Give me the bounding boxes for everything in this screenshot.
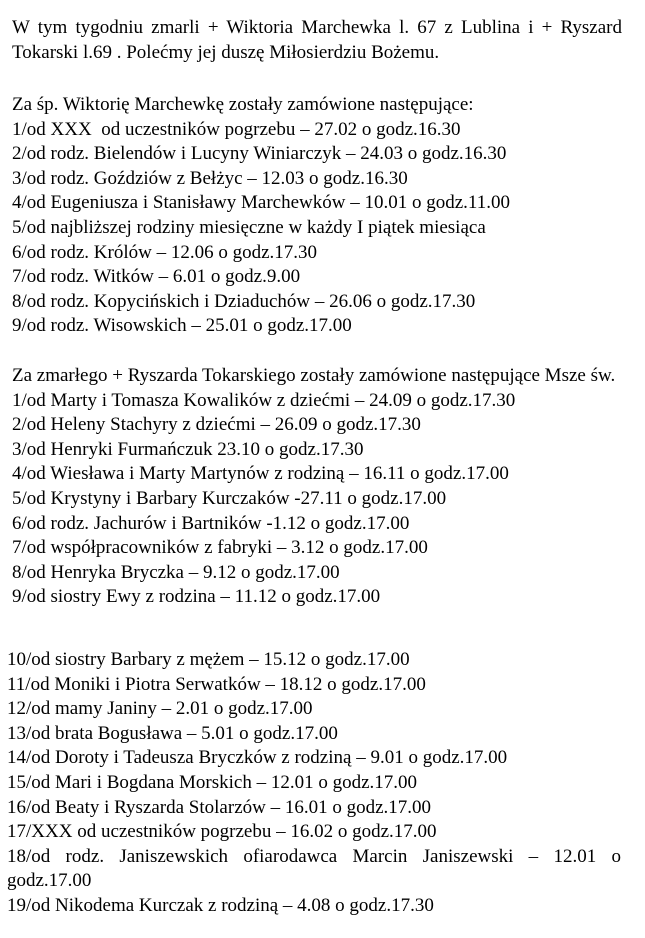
list-item: 4/od Eugeniusza i Stanisławy Marchewków – 10.01 o godz.11.00	[12, 192, 510, 214]
list-item: 1/od Marty i Tomasza Kowalików z dziećmi – 24.09 o godz.17.30	[12, 389, 516, 411]
list-item: 13/od brata Bogusława – 5.01 o godz.17.00	[7, 722, 338, 744]
list-item: 5/od Krystyny i Barbary Kurczaków -27.11 o godz.17.00	[12, 487, 447, 509]
list-item: 7/od rodz. Witków – 6.01 o godz.9.00	[12, 266, 301, 288]
section-heading: Za zmarłego + Ryszarda Tokarskiego zostały zamówione następujące Msze św.	[12, 365, 616, 386]
list-item: 3/od Henryki Furmańczuk 23.10 o godz.17.30	[12, 438, 364, 460]
list-item: 14/od Doroty i Tadeusza Bryczków z rodziną – 9.01 o godz.17.00	[7, 747, 508, 769]
death-announcement: W tym tygodniu zmarli + Wiktoria Marchewka l. 67 z Lublina i + Ryszard Tokarski l.69 . Polećmy jej duszę Miłosierdziu Bożemu.	[12, 17, 622, 63]
list-item: 12/od mamy Janiny – 2.01 o godz.17.00	[7, 698, 313, 720]
list-item: 6/od rodz. Jachurów i Bartników -1.12 o godz.17.00	[12, 512, 410, 534]
list-item: 11/od Moniki i Piotra Serwatków – 18.12 o godz.17.00	[7, 673, 426, 695]
list-item: 5/od najbliższej rodziny miesięczne w każdy I piątek miesiąca	[12, 216, 486, 238]
list-item: 9/od siostry Ewy z rodzina – 11.12 o godz.17.00	[12, 586, 381, 608]
list-item: 18/od rodz. Janiszewskich ofiarodawca Marcin Janiszewski – 12.01 o godz.17.00	[7, 845, 621, 892]
list-item: 8/od Henryka Bryczka – 9.12 o godz.17.00	[12, 561, 340, 583]
list-item: 15/od Mari i Bogdana Morskich – 12.01 o godz.17.00	[7, 771, 418, 793]
section-heading: Za śp. Wiktorię Marchewkę zostały zamówione następujące:	[12, 94, 474, 115]
masses-list-ryszard-continued	[7, 648, 621, 919]
list-item: 2/od rodz. Bielendów i Lucyny Winiarczyk – 24.03 o godz.16.30	[12, 143, 507, 165]
list-item: 10/od siostry Barbary z mężem – 15.12 o godz.17.00	[7, 649, 410, 670]
list-item: 19/od Nikodema Kurczak z rodziną – 4.08 o godz.17.30	[7, 894, 434, 916]
list-item: 17/XXX od uczestników pogrzebu – 16.02 o godz.17.00	[7, 821, 437, 843]
list-item: 7/od współpracowników z fabryki – 3.12 o godz.17.00	[12, 537, 428, 559]
masses-list-wiktoria	[12, 93, 622, 339]
list-item: 6/od rodz. Królów – 12.06 o godz.17.30	[12, 241, 318, 263]
masses-list-ryszard	[12, 364, 624, 610]
list-item: 8/od rodz. Kopycińskich i Dziaduchów – 26.06 o godz.17.30	[12, 290, 476, 312]
list-item: 3/od rodz. Goździów z Bełżyc – 12.03 o godz.16.30	[12, 167, 408, 189]
list-item: 2/od Heleny Stachyry z dziećmi – 26.09 o godz.17.30	[12, 414, 421, 436]
list-item: 4/od Wiesława i Marty Martynów z rodziną – 16.11 o godz.17.00	[12, 463, 509, 485]
list-item: 16/od Beaty i Ryszarda Stolarzów – 16.01 o godz.17.00	[7, 796, 432, 818]
list-item: 1/od XXX od uczestników pogrzebu – 27.02 o godz.16.30	[12, 118, 461, 140]
list-item: 9/od rodz. Wisowskich – 25.01 o godz.17.00	[12, 315, 352, 337]
